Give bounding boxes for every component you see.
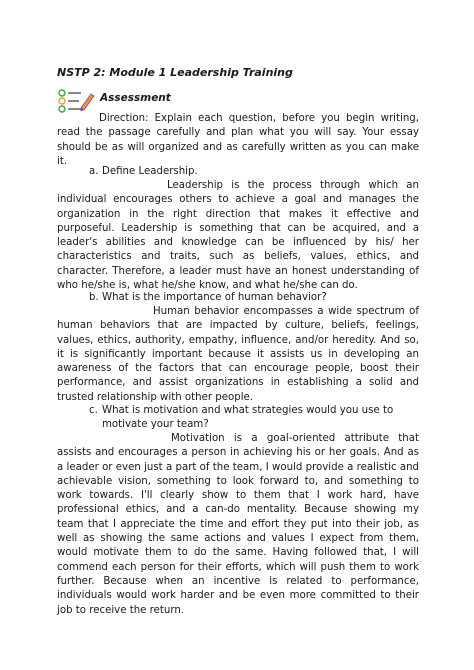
question-b [89,291,419,305]
question-a [89,165,419,179]
question-letter: c. [89,405,98,416]
question-text-line1: What is motivation and what strategies would you use to [102,405,394,416]
page-title: NSTP 2: Module 1 Leadership Training [57,66,293,79]
question-letter: b. [89,292,99,303]
answer-b: Human behavior encompasses a wide spectrum of human behaviors that are impacted by culture, beliefs, feelings, values, ethics, authority, empathy, influence, and/or heredity. And so, it is significantly important because it assists us in developing an awareness of the factors that can encourage people, boost their performance, and assist organizations in establishing a solid and trusted relationship with other people. [57,306,419,403]
answer-a: Leadership is the process through which an individual encourages others to achieve a goal and manages the organization in the right direction that makes it effective and purposeful. Leadership is something that can be acquired, and a leader's abilities and knowledge can be influenced by his/ her characteristics and traits, such as beliefs, values, ethics, and character. Therefore, a leader must have an honest understanding of who he/she is, what he/she know, and what he/she can do. [57,180,419,292]
question-c [89,404,419,433]
question-text: What is the importance of human behavior? [102,292,327,303]
answer-c: Motivation is a goal-oriented attribute that assists and encourages a person in achieving his or her goals. And as a leader or even just a part of the team, I would provide a realistic and achievable vision, something to look forward to, and something to work towards. I'll clearly show to them that I work hard, have professional ethics, and a can-do mentality. Because showing my team that I appreciate the time and effort they put into their job, as well as showing the same actions and values I expect from them, would motivate them to do the same. Having followed that, I will commend each person for their efforts, which will push them to work further. Because when an incentive is related to performance, individuals would work harder and be even more committed to their job to receive the return. [57,433,419,616]
question-text-line2: motivate your team? [102,419,209,431]
question-letter: a. [89,166,99,177]
assessment-heading: Assessment [100,92,171,104]
direction-paragraph: Direction: Explain each question, before you begin writing, read the passage carefully and plan what you will say. Your essay should be as will organized and as carefully written as you can make it. [57,113,419,167]
checklist-pencil-icon [57,88,95,114]
question-text: Define Leadership. [102,166,198,177]
